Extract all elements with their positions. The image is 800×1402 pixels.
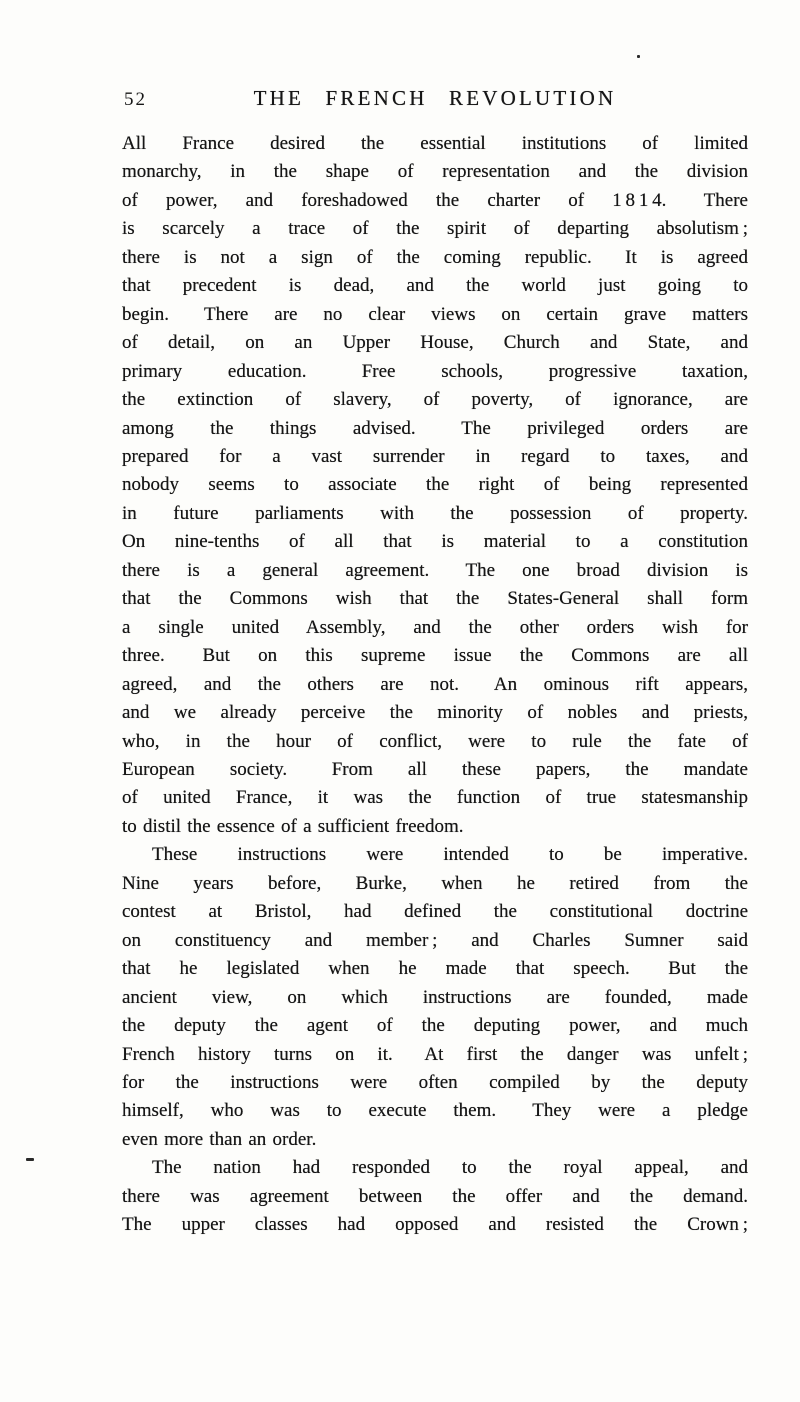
text-line: nobody seems to associate the right of being represented <box>122 474 748 496</box>
paragraph <box>122 1154 748 1239</box>
text-line: the deputy the agent of the deputing power, and much <box>122 1015 748 1037</box>
text-line: and we already perceive the minority of nobles and priests, <box>122 702 748 724</box>
text-line: on constituency and member ; and Charles Sumner said <box>122 929 748 951</box>
text-line: who, in the hour of conflict, were to rule the fate of <box>122 730 748 752</box>
text-line: of united France, it was the function of true statesmanship <box>122 787 748 809</box>
text-line: monarchy, in the shape of representation and the division <box>122 161 748 183</box>
text-line: agreed, and the others are not. An ominous rift appears, <box>122 673 748 695</box>
running-title: THE FRENCH REVOLUTION <box>253 86 617 110</box>
paragraph <box>122 130 748 841</box>
text-line: The nation had responded to the royal appeal, and <box>152 1157 748 1179</box>
text-line: French history turns on it. At first the danger was unfelt ; <box>122 1043 748 1065</box>
text-line: European society. From all these papers, the mandate <box>122 758 748 780</box>
text-line: himself, who was to execute them. They were a pledge <box>122 1100 748 1122</box>
text-line: the extinction of slavery, of poverty, of ignorance, are <box>122 389 748 411</box>
text-line: there is not a sign of the coming republic. It is agreed <box>122 246 748 268</box>
text-line: primary education. Free schools, progressive taxation, <box>122 360 748 382</box>
text-line: Nine years before, Burke, when he retired from the <box>122 872 748 894</box>
text-line: there was agreement between the offer and the demand. <box>122 1185 748 1207</box>
text-line: even more than an order. <box>122 1128 317 1150</box>
scan-speck-dot <box>637 55 640 58</box>
text-line: On nine-tenths of all that is material to a constitution <box>122 531 748 553</box>
text-line: prepared for a vast surrender in regard to taxes, and <box>122 445 748 467</box>
text-line: contest at Bristol, had defined the constitutional doctrine <box>122 901 748 923</box>
text-line: All France desired the essential institutions of limited <box>122 133 748 154</box>
text-line: for the instructions were often compiled by the deputy <box>122 1071 748 1093</box>
text-line: to distil the essence of a sufficient freedom. <box>122 815 464 837</box>
paragraph <box>122 841 748 1154</box>
text-line: that precedent is dead, and the world just going to <box>122 275 748 297</box>
text-line: that the Commons wish that the States-General shall form <box>122 588 748 610</box>
text-line: a single united Assembly, and the other orders wish for <box>122 616 748 638</box>
text-line: ancient view, on which instructions are founded, made <box>122 986 748 1008</box>
text-line: These instructions were intended to be imperative. <box>152 844 748 866</box>
text-line: among the things advised. The privileged orders are <box>122 417 748 439</box>
text-line: The upper classes had opposed and resisted the Crown ; <box>122 1214 748 1236</box>
running-header <box>122 86 748 114</box>
text-line: that he legislated when he made that speech. But the <box>122 958 748 980</box>
text-line: begin. There are no clear views on certain grave matters <box>122 303 748 325</box>
scan-speck-dash <box>26 1158 34 1161</box>
page-number: 52 <box>124 89 147 110</box>
text-line: there is a general agreement. The one broad division is <box>122 559 748 581</box>
text-line: of detail, on an Upper House, Church and State, and <box>122 332 748 354</box>
text-line: of power, and foreshadowed the charter of 1 8 1 4. There <box>122 189 748 211</box>
text-line: in future parliaments with the possession of property. <box>122 502 748 524</box>
text-line: is scarcely a trace of the spirit of departing absolutism ; <box>122 218 748 240</box>
text-line: three. But on this supreme issue the Commons are all <box>122 645 748 667</box>
page-body <box>122 130 748 1240</box>
